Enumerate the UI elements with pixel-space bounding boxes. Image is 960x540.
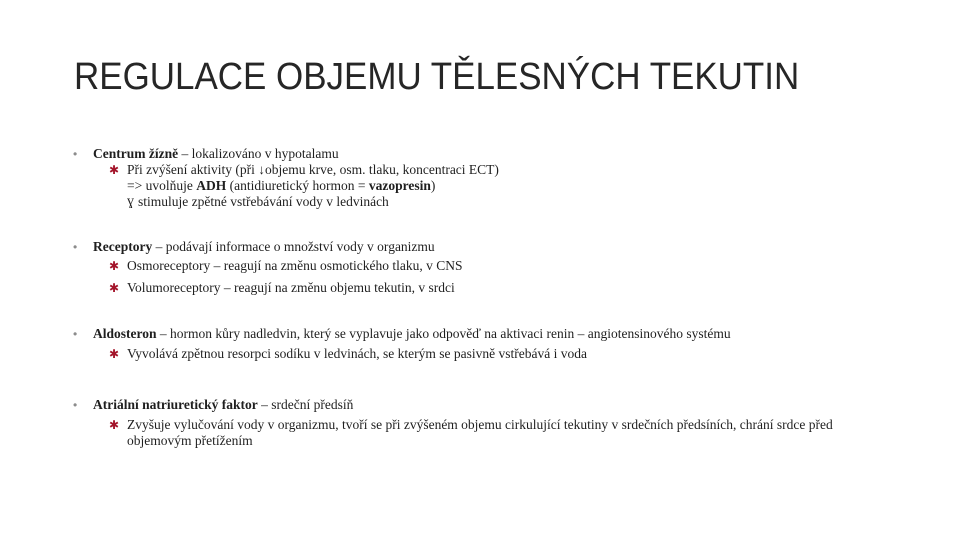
sub-bullet-item: [72, 258, 932, 274]
sub-bullet-item: [72, 162, 932, 178]
slide-content: [72, 146, 932, 449]
gamma-symbol-icon: ɣ: [127, 194, 134, 209]
bullet-block-anf: [72, 397, 932, 449]
bullet-text: – hormon kůry nadledvin, který se vyplavuje jako odpověď na aktivaci renin – angiotensinového systému: [156, 326, 731, 341]
bullet-item: [72, 397, 932, 413]
sub-bullet-text: => uvolňuje: [127, 178, 197, 193]
bullet-block-aldosterone: [72, 326, 932, 362]
bullet-item: [72, 146, 932, 162]
sub-bullet-item: [72, 346, 932, 362]
sub-bullet-icon: ✱: [109, 347, 120, 361]
sub-bullet-text: Osmoreceptory – reagují na změnu osmotického tlaku, v CNS: [127, 258, 463, 273]
bullet-block-receptors: [72, 239, 932, 296]
sub-bullet-continuation: [72, 194, 932, 210]
sub-bullet-text: Zvyšuje vylučování vody v organizmu, tvoří se při zvýšeném objemu cirkulující tekutiny v srdečních předsíních, chrání srdce před objemovým přetížením: [127, 417, 833, 448]
sub-bullet-continuation: [72, 178, 932, 194]
bullet-heading: Atriální natriuretický faktor: [93, 397, 258, 412]
bullet-heading: Receptory: [93, 239, 153, 254]
sub-bullet-item: [72, 417, 877, 449]
sub-bullet-text: Vyvolává zpětnou resorpci sodíku v ledvinách, se kterým se pasivně vstřebává i voda: [127, 346, 587, 361]
bullet-text: – podávají informace o množství vody v organizmu: [152, 239, 435, 254]
bullet-text: – srdeční předsíň: [257, 397, 354, 412]
sub-bullet-icon: ✱: [109, 281, 120, 295]
bullet-text: – lokalizováno v hypotalamu: [178, 146, 339, 161]
sub-bullet-icon: ✱: [109, 163, 120, 177]
sub-bullet-item: [72, 280, 932, 296]
sub-bullet-text: objemu krve, osm. tlaku, koncentraci ECT): [264, 162, 499, 177]
bullet-heading: Aldosteron: [93, 326, 157, 341]
sub-bullet-text: stimuluje zpětné vstřebávání vody v ledvinách: [138, 194, 389, 209]
slide-title: REGULACE OBJEMU TĚLESNÝCH TEKUTIN: [74, 56, 800, 98]
bullet-item: [72, 326, 932, 342]
sub-bullet-text: (antidiuretický hormon =: [226, 178, 369, 193]
sub-bullet-icon: ✱: [109, 259, 120, 273]
bullet-icon: •: [73, 398, 78, 412]
bullet-block-thirst-center: [72, 146, 932, 210]
sub-bullet-icon: ✱: [109, 418, 120, 432]
sub-bullet-text: Volumoreceptory – reagují na změnu objemu tekutin, v srdci: [127, 280, 455, 295]
bullet-icon: •: [73, 147, 78, 161]
hormon-adh: ADH: [196, 178, 227, 193]
bullet-item: [72, 239, 932, 255]
sub-bullet-text: Při zvýšení aktivity (při: [127, 162, 259, 177]
bullet-heading: Centrum žízně: [93, 146, 179, 161]
hormon-vazopresin: vazopresin: [368, 178, 431, 193]
bullet-icon: •: [73, 240, 78, 254]
down-arrow-icon: ↓: [258, 162, 265, 177]
bullet-icon: •: [73, 327, 78, 341]
sub-bullet-text: ): [430, 178, 436, 193]
